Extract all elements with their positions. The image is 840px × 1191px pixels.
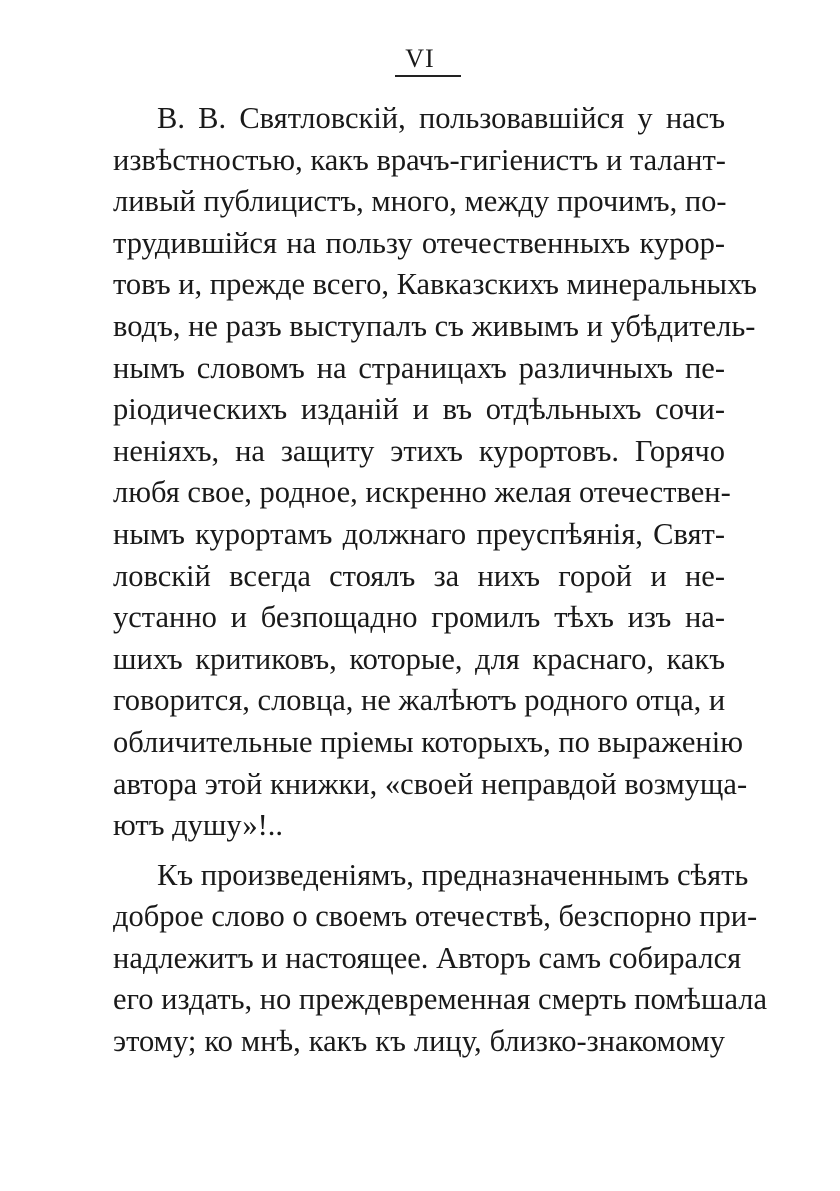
text-line: трудившійся на пользу отечественныхъ курор-	[113, 225, 725, 260]
text-line: товъ и, прежде всего, Кавказскихъ минеральныхъ	[113, 267, 757, 302]
text-line: Къ произведеніямъ, предназначеннымъ сѣять	[157, 857, 749, 892]
text-line: неніяхъ, на защиту этихъ курортовъ. Горячо	[113, 433, 725, 468]
text-line: водъ, не разъ выступалъ съ живымъ и убѣдитель-	[113, 308, 756, 343]
paragraph	[113, 855, 768, 1063]
text-line: любя свое, родное, искренно желая отечествен-	[113, 475, 731, 510]
text-line: автора этой книжки, «своей неправдой возмуща-	[113, 766, 748, 801]
text-line: этому; ко мнѣ, какъ къ лицу, близко-знакомому	[113, 1024, 725, 1059]
paragraph	[113, 98, 757, 847]
text-line: ютъ душу»!..	[113, 808, 284, 843]
text-line: доброе слово о своемъ отечествѣ, безспорно при-	[113, 899, 758, 934]
page-number: VI	[405, 44, 435, 73]
text-line: нымъ словомъ на страницахъ различныхъ пе-	[113, 350, 725, 385]
text-line: нымъ курортамъ должнаго преуспѣянія, Свят-	[113, 516, 725, 551]
text-line: ливый публицистъ, много, между прочимъ, по-	[113, 184, 727, 219]
text-line: извѣстностью, какъ врачъ-гигіенистъ и талант-	[113, 142, 726, 177]
text-line: говорится, словца, не жалѣютъ родного отца, и	[113, 683, 726, 718]
text-line: обличительные пріемы которыхъ, по выраженію	[113, 724, 744, 759]
text-line: ловскій всегда стоялъ за нихъ горой и не-	[113, 558, 725, 593]
text-line: его издать, но преждевременная смерть помѣшала	[113, 982, 768, 1017]
text-line: устанно и безпощадно громилъ тѣхъ изъ на-	[113, 600, 725, 635]
text-line: шихъ критиковъ, которые, для краснаго, какъ	[113, 641, 725, 676]
text-line: ріодическихъ изданій и въ отдѣльныхъ сочи-	[113, 392, 725, 427]
text-line: надлежитъ и настоящее. Авторъ самъ собирался	[113, 940, 742, 975]
body-text	[113, 98, 768, 1063]
page-number-rule	[395, 75, 461, 77]
text-line: В. В. Святловскій, пользовавшійся у насъ	[157, 101, 725, 135]
paragraph-gap	[113, 847, 725, 855]
